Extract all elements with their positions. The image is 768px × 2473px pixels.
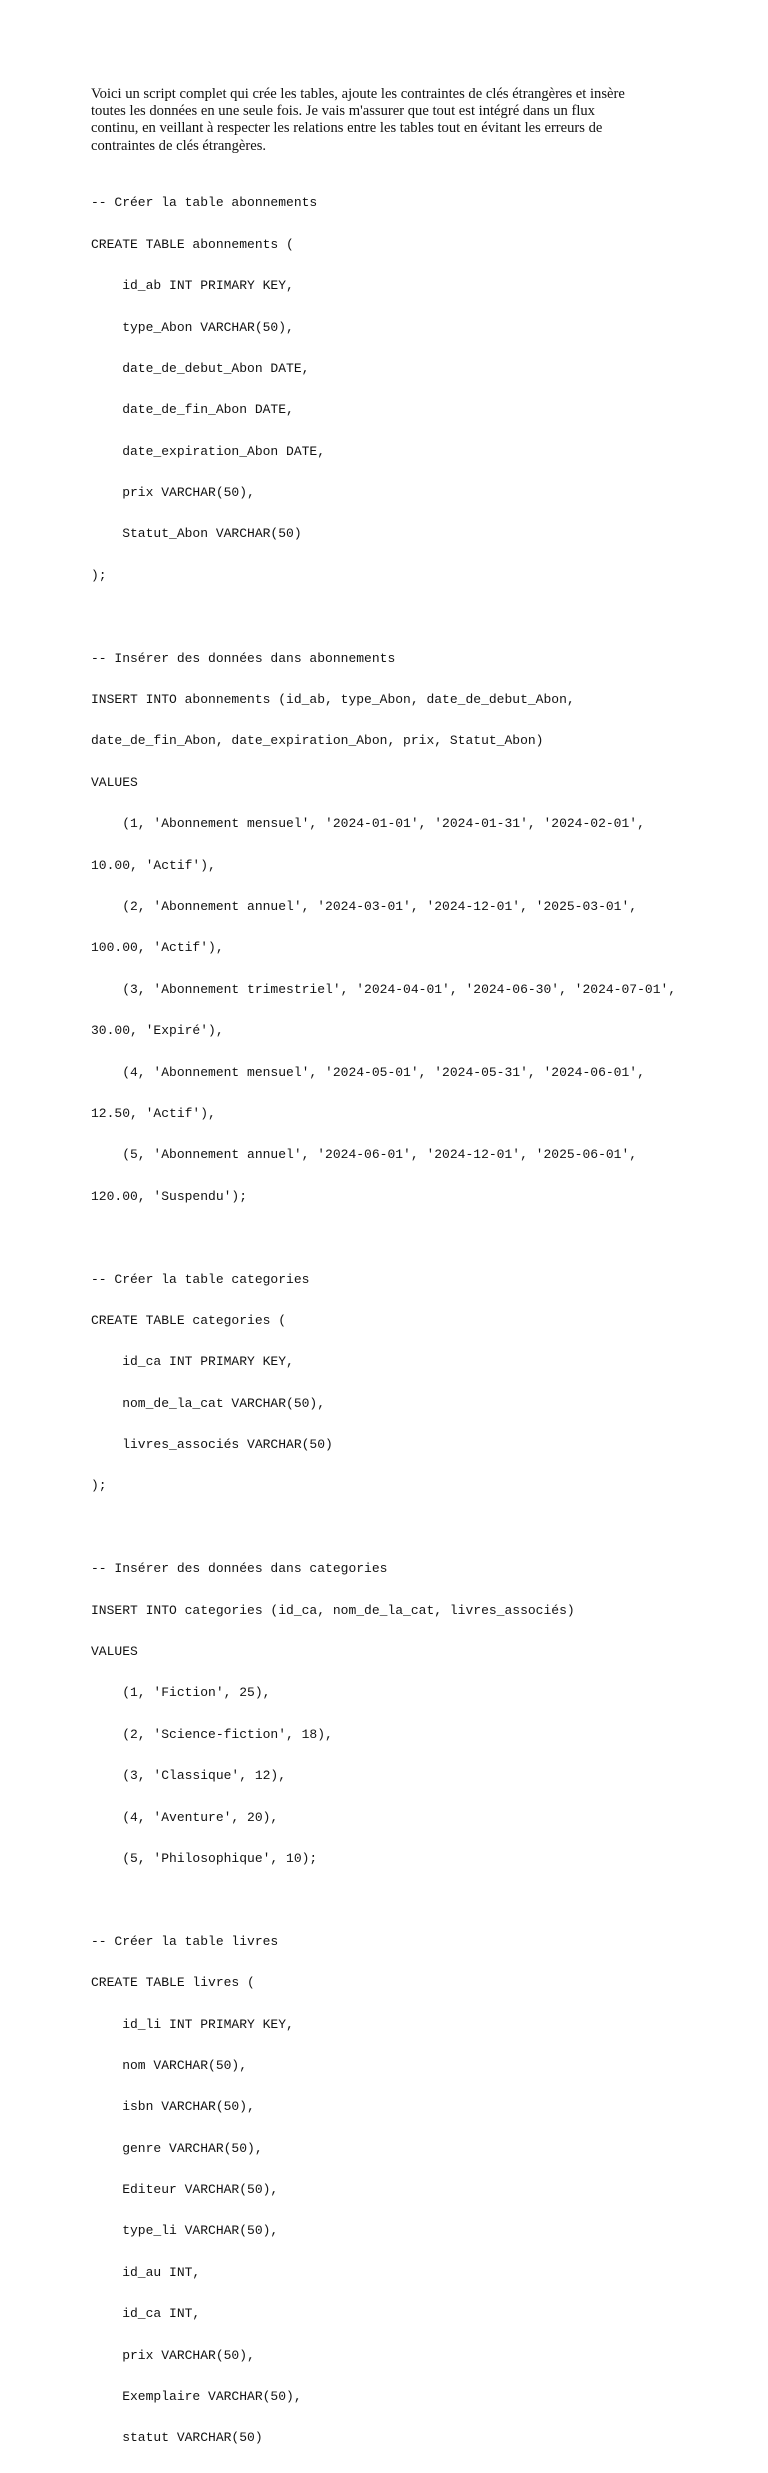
code-line: date_de_debut_Abon DATE, [91, 360, 310, 376]
code-line: -- Créer la table categories [91, 1271, 310, 1287]
code-line: id_ab INT PRIMARY KEY, [91, 278, 294, 294]
code-line: -- Créer la table livres [91, 1933, 279, 1949]
intro-line: Voici un script complet qui crée les tables, ajoute les contraintes de clés étrangères et insère [91, 86, 625, 102]
code-line: (3, 'Classique', 12), [91, 1768, 287, 1784]
code-line: ); [91, 567, 107, 583]
intro-line: toutes les données en une seule fois. Je vais m'assurer que tout est intégré dans un flux [91, 103, 595, 120]
code-line: 30.00, 'Expiré'), [91, 1023, 224, 1039]
code-line: prix VARCHAR(50), [91, 2347, 255, 2363]
code-line: (4, 'Abonnement mensuel', '2024-05-01', '2024-05-31', '2024-06-01', [91, 1064, 645, 1080]
code-line: genre VARCHAR(50), [91, 2140, 263, 2156]
code-line: prix VARCHAR(50), [91, 485, 255, 501]
code-line: CREATE TABLE categories ( [91, 1312, 287, 1328]
code-line: (2, 'Abonnement annuel', '2024-03-01', '2024-12-01', '2025-03-01', [91, 898, 638, 914]
code-line: VALUES [91, 1644, 138, 1660]
code-line: nom VARCHAR(50), [91, 2057, 248, 2073]
code-line: isbn VARCHAR(50), [91, 2099, 255, 2115]
code-line: 120.00, 'Suspendu'); [91, 1188, 248, 1204]
code-line [91, 610, 691, 624]
code-line [91, 1893, 691, 1907]
code-line: -- Créer la table abonnements [91, 195, 318, 211]
code-line: (5, 'Philosophique', 10); [91, 1850, 318, 1866]
code-line: 100.00, 'Actif'), [91, 940, 224, 956]
code-line: 10.00, 'Actif'), [91, 857, 216, 873]
code-line: Exemplaire VARCHAR(50), [91, 2389, 302, 2405]
code-line: statut VARCHAR(50) [91, 2430, 263, 2446]
code-line: id_au INT, [91, 2264, 201, 2280]
code-line: (2, 'Science-fiction', 18), [91, 1726, 333, 1742]
code-line: id_li INT PRIMARY KEY, [91, 2016, 294, 2032]
code-line: -- Insérer des données dans categories [91, 1561, 388, 1577]
code-line: CREATE TABLE abonnements ( [91, 236, 294, 252]
code-line: (5, 'Abonnement annuel', '2024-06-01', '2024-12-01', '2025-06-01', [91, 1147, 638, 1163]
document-page [91, 86, 691, 2473]
code-line: CREATE TABLE livres ( [91, 1975, 255, 1991]
code-line: (1, 'Abonnement mensuel', '2024-01-01', '2024-01-31', '2024-02-01', [91, 816, 645, 832]
code-line: id_ca INT PRIMARY KEY, [91, 1354, 294, 1370]
code-line: INSERT INTO categories (id_ca, nom_de_la_cat, livres_associés) [91, 1602, 575, 1618]
intro-line: continu, en veillant à respecter les relations entre les tables tout en évitant les erreurs de [91, 120, 603, 137]
intro-line: contraintes de clés étrangères. [91, 137, 267, 154]
code-line: nom_de_la_cat VARCHAR(50), [91, 1395, 326, 1411]
code-line: date_expiration_Abon DATE, [91, 443, 326, 459]
code-line [91, 1231, 691, 1245]
code-line [91, 1521, 691, 1535]
code-line: ); [91, 1478, 107, 1494]
code-line: Statut_Abon VARCHAR(50) [91, 526, 302, 542]
code-line: 12.50, 'Actif'), [91, 1105, 216, 1121]
code-line: (4, 'Aventure', 20), [91, 1809, 279, 1825]
code-line: -- Insérer des données dans abonnements [91, 650, 396, 666]
code-line: INSERT INTO abonnements (id_ab, type_Abon, date_de_debut_Abon, [91, 692, 575, 708]
code-line: (1, 'Fiction', 25), [91, 1685, 271, 1701]
code-line: Editeur VARCHAR(50), [91, 2182, 279, 2198]
code-line: id_ca INT, [91, 2306, 201, 2322]
code-line: date_de_fin_Abon DATE, [91, 402, 294, 418]
code-line: type_Abon VARCHAR(50), [91, 319, 294, 335]
code-line: (3, 'Abonnement trimestriel', '2024-04-01', '2024-06-30', '2024-07-01', [91, 981, 677, 997]
code-line: type_li VARCHAR(50), [91, 2223, 279, 2239]
code-line: livres_associés VARCHAR(50) [91, 1437, 333, 1453]
intro-paragraph [91, 86, 691, 155]
code-line: date_de_fin_Abon, date_expiration_Abon, prix, Statut_Abon) [91, 733, 544, 749]
sql-code-block [91, 169, 691, 2473]
code-line: VALUES [91, 774, 138, 790]
